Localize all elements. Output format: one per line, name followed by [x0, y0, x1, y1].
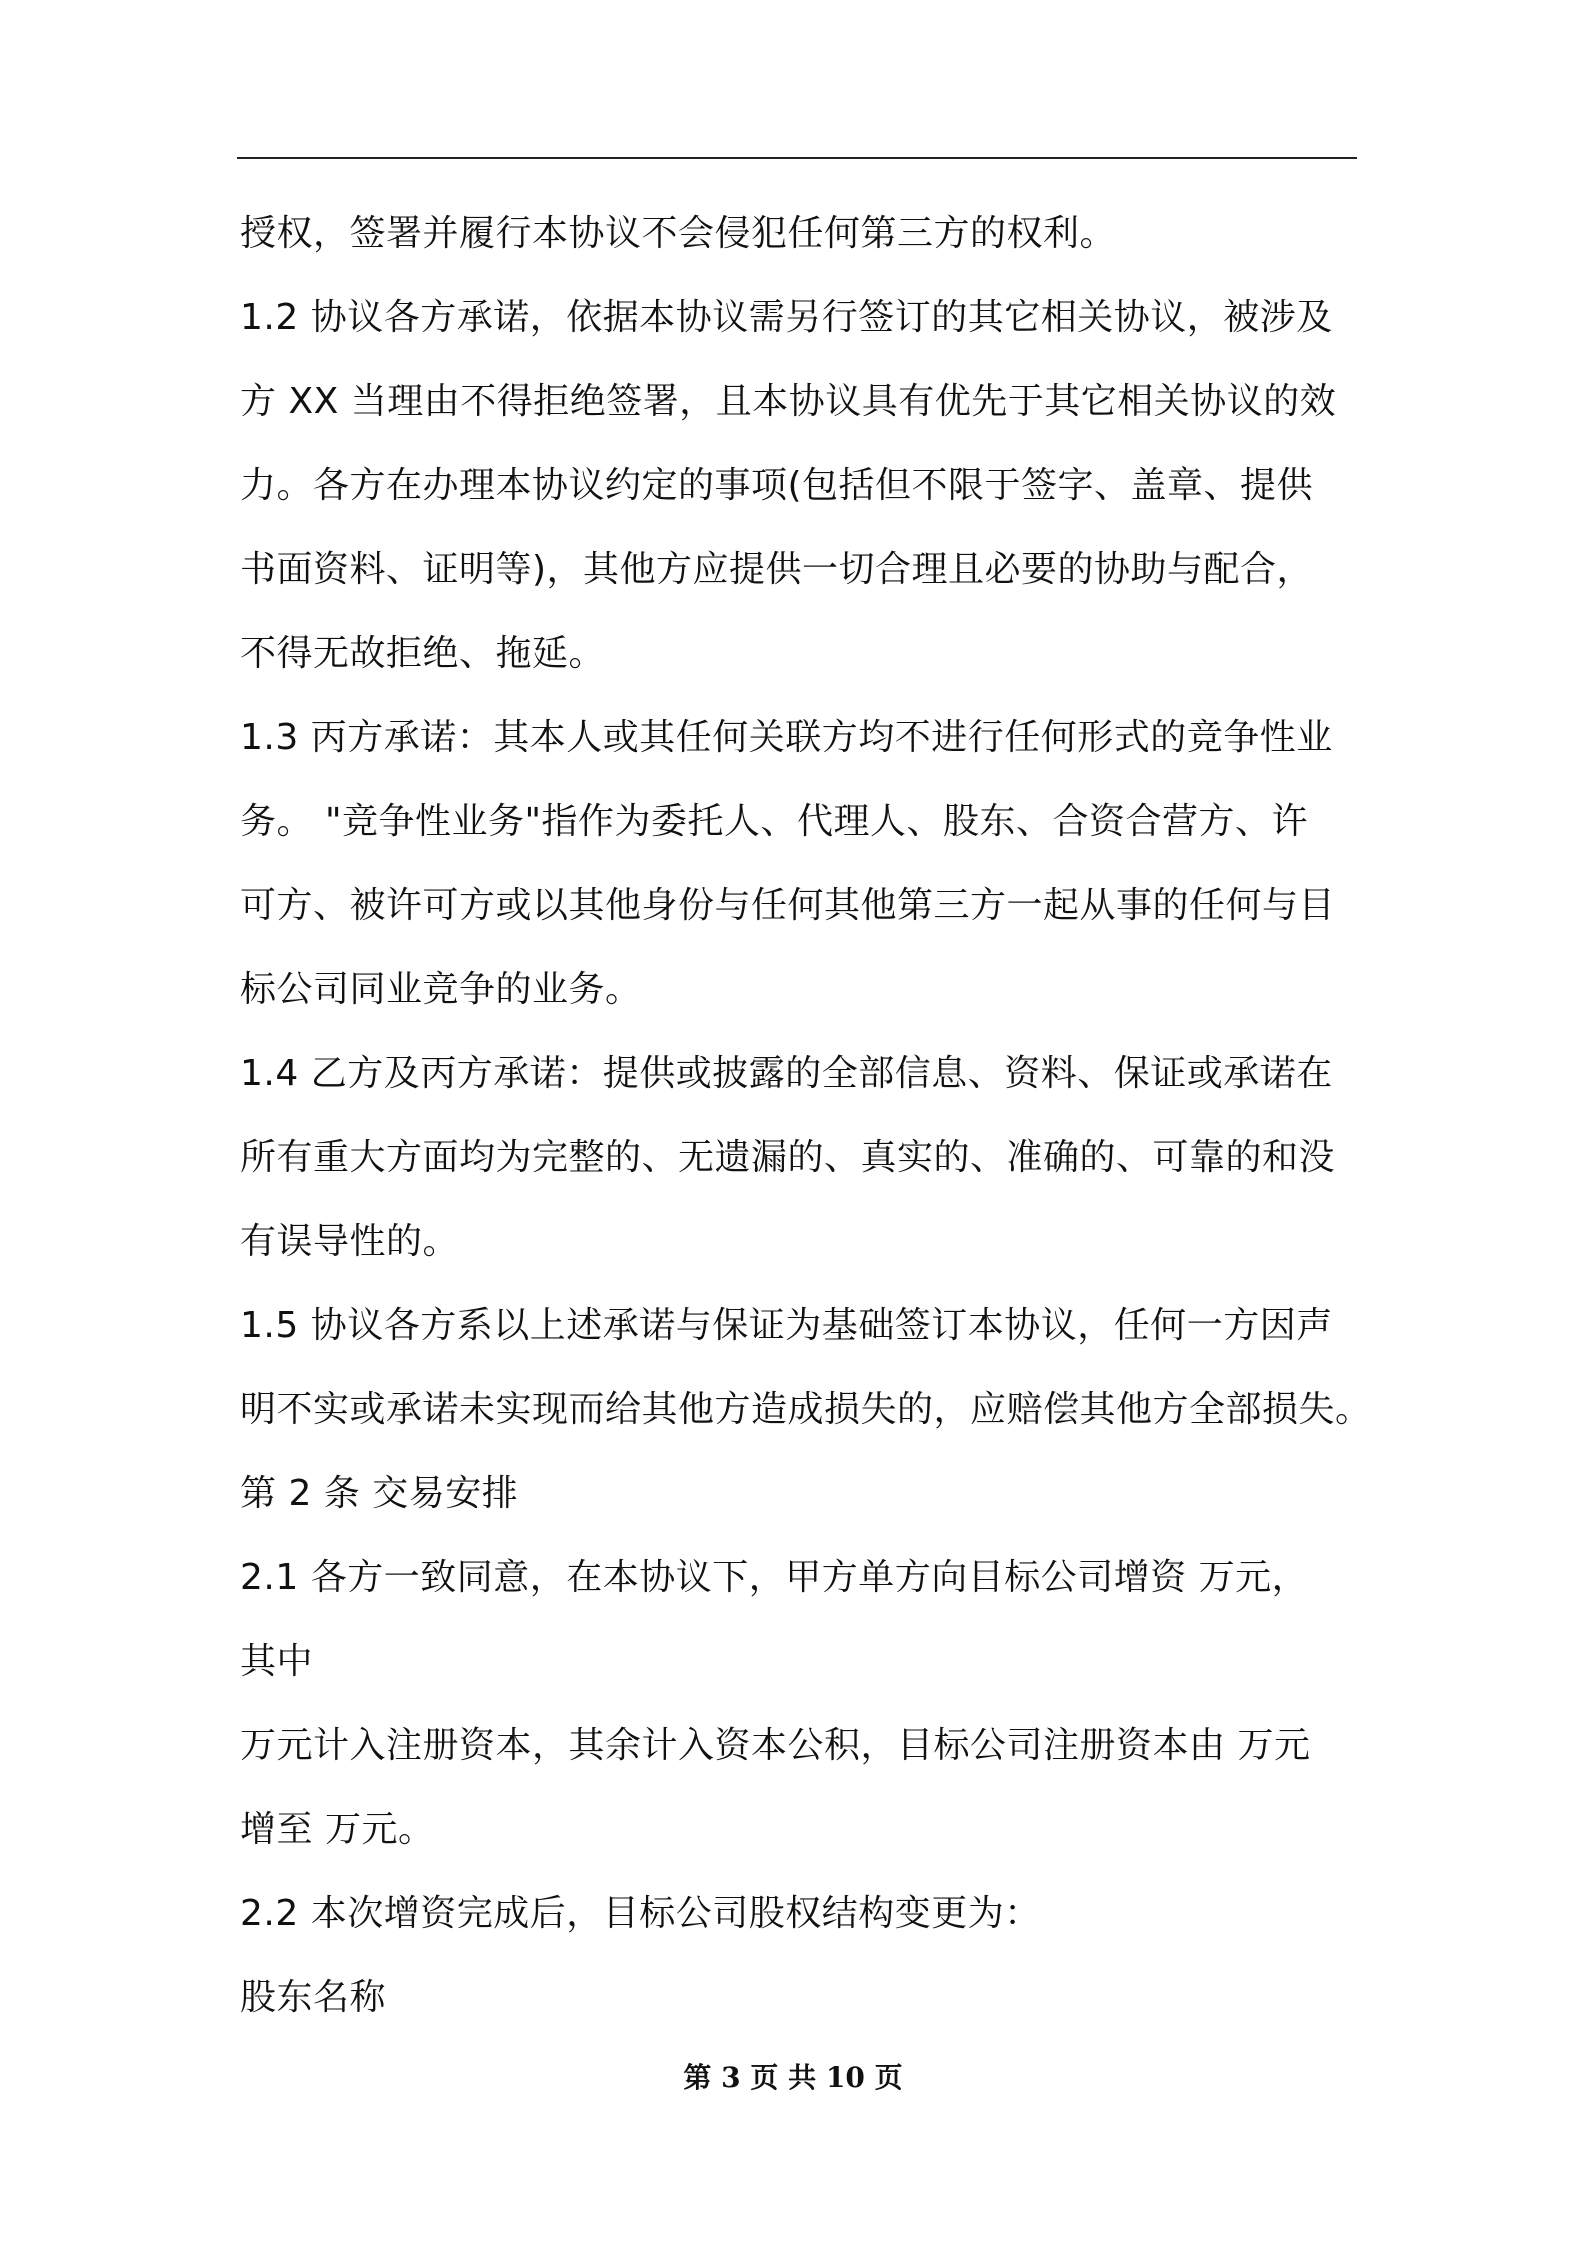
paragraph-line: 万元计入注册资本，其余计入资本公积，目标公司注册资本由 万元 [240, 1725, 1311, 1766]
paragraph-line: 书面资料、证明等)，其他方应提供一切合理且必要的协助与配合， [240, 549, 1314, 590]
paragraph-line: 标公司同业竞争的业务。 [240, 969, 642, 1010]
paragraph-line: 方 XX 当理由不得拒绝签署，且本协议具有优先于其它相关协议的效 [240, 381, 1337, 422]
paragraph-line: 1.5 协议各方系以上述承诺与保证为基础签订本协议，任何一方因声 [240, 1305, 1333, 1346]
paragraph-line: 其中 [240, 1641, 314, 1682]
page-number: 第 3 页 共 10 页 [683, 2061, 903, 2094]
section-heading: 第 2 条 交易安排 [240, 1473, 519, 1514]
table-header-label: 股东名称 [240, 1977, 387, 2018]
paragraph-line: 务。 "竞争性业务"指作为委托人、代理人、股东、合资合营方、许 [240, 801, 1309, 842]
document-body [240, 192, 1380, 2040]
paragraph-line: 可方、被许可方或以其他身份与任何其他第三方一起从事的任何与目 [240, 885, 1336, 926]
paragraph-line: 所有重大方面均为完整的、无遗漏的、真实的、准确的、可靠的和没 [240, 1137, 1336, 1178]
paragraph-line: 2.1 各方一致同意，在本协议下，甲方单方向目标公司增资 万元， [240, 1557, 1309, 1598]
paragraph-line: 授权，签署并履行本协议不会侵犯任何第三方的权利。 [240, 213, 1117, 254]
paragraph-line: 有误导性的。 [240, 1221, 460, 1262]
paragraph-line: 不得无故拒绝、拖延。 [240, 633, 606, 674]
paragraph-line: 1.3 丙方承诺：其本人或其任何关联方均不进行任何形式的竞争性业 [240, 717, 1333, 758]
paragraph-line: 1.4 乙方及丙方承诺：提供或披露的全部信息、资料、保证或承诺在 [240, 1053, 1333, 1094]
paragraph-line: 2.2 本次增资完成后，目标公司股权结构变更为： [240, 1893, 1041, 1934]
paragraph-line: 力。各方在办理本协议约定的事项(包括但不限于签字、盖章、提供 [240, 465, 1314, 506]
paragraph-line: 明不实或承诺未实现而给其他方造成损失的，应赔偿其他方全部损失。 [240, 1389, 1372, 1430]
paragraph-line: 增至 万元。 [240, 1809, 435, 1850]
header-rule [237, 157, 1357, 159]
paragraph-line: 1.2 协议各方承诺，依据本协议需另行签订的其它相关协议，被涉及 [240, 297, 1333, 338]
